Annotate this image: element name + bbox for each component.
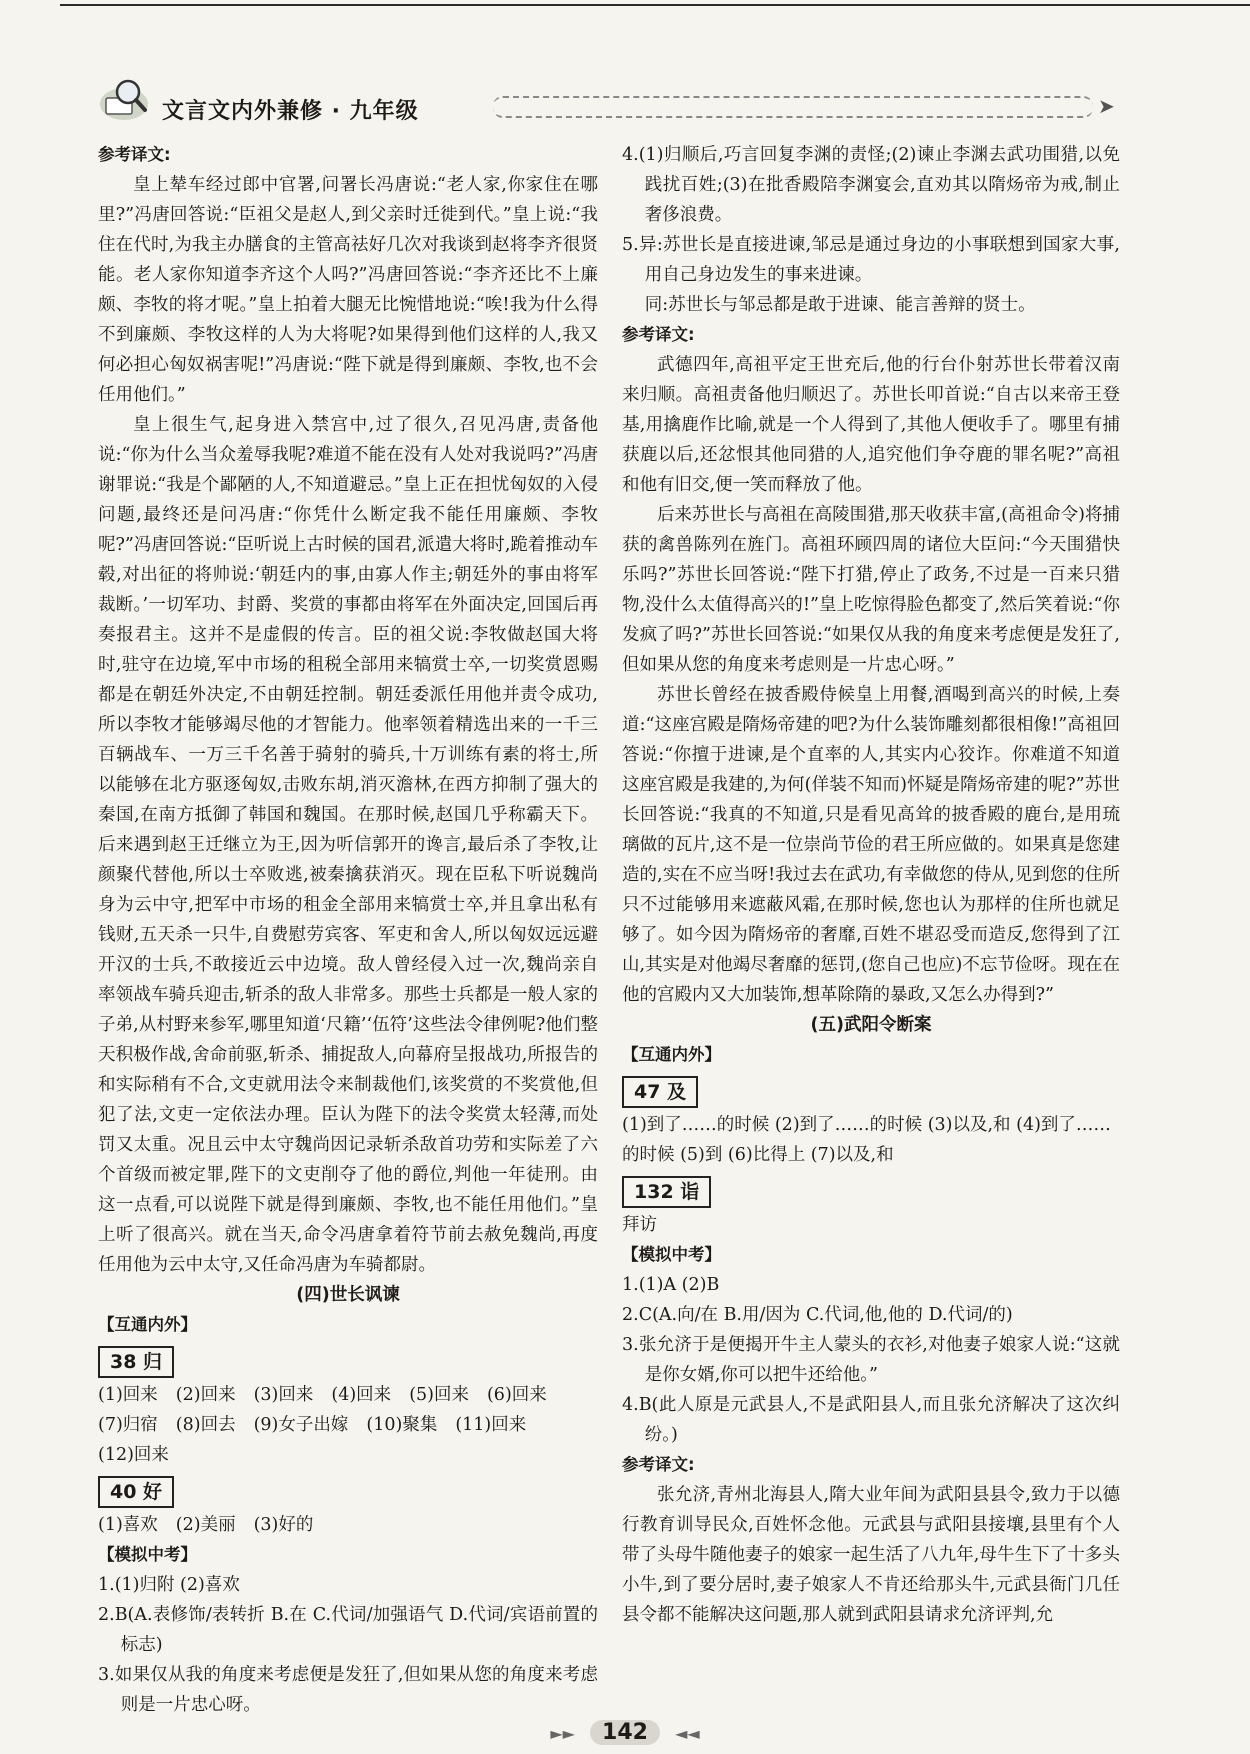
right-column [622, 140, 1120, 1630]
answer-line [98, 1510, 598, 1540]
magnifier-book-icon [98, 76, 150, 122]
section-title: (五)武阳令断案 [810, 1015, 932, 1035]
hutong-label: 【互通内外】 [622, 1045, 721, 1064]
keyword-box: 47 及 [622, 1076, 698, 1108]
answer-item: (3)回来 [253, 1385, 314, 1405]
answer-item: 1.(1)A (2)B [622, 1275, 720, 1295]
answer-line: 拜访 [622, 1215, 657, 1235]
header-dashed-banner [493, 96, 1093, 118]
answer-item: 3.张允济于是便揭开牛主人蒙头的衣衫,对他妻子娘家人说:“这就是你女婿,你可以把牛还给他。” [622, 1335, 1120, 1385]
answer-item: (3)好的 [253, 1515, 314, 1535]
translation-paragraph: 后来苏世长与高祖在高陵围猎,那天收获丰富,(高祖命令)将捕获的禽兽陈列在旌门。高祖环顾四周的诸位大臣问:“今天围猎快乐吗?”苏世长回答说:“陛下打猎,停止了政务,不过是一百来只猎物,没什么太值得高兴的!”皇上吃惊得脸色都变了,然后笑着说:“你发疯了吗?”苏世长回答说:“如果仅从我的角度来考虑便是发狂了,但如果从您的角度来考虑则是一片忠心呀。” [622, 505, 1120, 675]
answer-line: (1)到了……的时候 (2)到了……的时候 (3)以及,和 (4)到了……的时候 (5)到 (6)比得上 (7)以及,和 [622, 1115, 1111, 1165]
moni-label: 【模拟中考】 [622, 1245, 721, 1264]
answer-line [98, 1380, 598, 1410]
reference-translation-label: 参考译文: [622, 1455, 695, 1474]
moni-label: 【模拟中考】 [98, 1545, 197, 1564]
translation-paragraph: 张允济,青州北海县人,隋大业年间为武阳县县令,致力于以德行教育训导民众,百姓怀念他。元武县与武阳县接壤,县里有个人带了头母牛随他妻子的娘家一起生活了八九年,母牛生下了十多头小牛,到了要分居时,妻子娘家人不肯还给那头牛,元武县衙门几任县令都不能解决这问题,那人就到武阳县请求允济评判,允 [622, 1485, 1120, 1625]
translation-paragraph: 皇上很生气,起身进入禁宫中,过了很久,召见冯唐,责备他说:“你为什么当众羞辱我呢?难道不能在没有人处对我说吗?”冯唐谢罪说:“我是个鄙陋的人,不知道避忌。”皇上正在担忧匈奴的入侵问题,最终还是问冯唐:“你凭什么断定我不能任用廉颇、李牧呢?”冯唐回答说:“臣听说上古时候的国君,派遣大将时,跪着推动车毂,对出征的将帅说:‘朝廷内的事,由寡人作主;朝廷外的事由将军裁断。’一切军功、封爵、奖赏的事都由将军在外面决定,回国后再奏报君主。这并不是虚假的传言。臣的祖父说:李牧做赵国大将时,驻守在边境,军中市场的租税全部用来犒赏士卒,一切奖赏恩赐都是在朝廷外决定,不由朝廷控制。朝廷委派任用他并责令成功,所以李牧才能够竭尽他的才智能力。他率领着精选出来的一千三百辆战车、一万三千名善于骑射的骑兵,十万训练有素的将士,所以能够在北方驱逐匈奴,击败东胡,消灭澹林,在西方抑制了强大的秦国,在南方抵御了韩国和魏国。在那时候,赵国几乎称霸天下。后来遇到赵王迁继立为王,因为听信郭开的谗言,最后杀了李牧,让颜聚代替他,所以士卒败逃,被秦擒获消灭。现在臣私下听说魏尚身为云中守,把军中市场的租金全部用来犒赏士卒,并且拿出私有钱财,五天杀一只牛,自费慰劳宾客、军吏和舍人,所以匈奴远远避开汉的士兵,不敢接近云中边境。敌人曾经侵入过一次,魏尚亲自率领战车骑兵迎击,斩杀的敌人非常多。那些士兵都是一般人家的子弟,从村野来参军,哪里知道‘尺籍’‘伍符’这些法令律例呢?他们整天积极作战,舍命前驱,斩杀、捕捉敌人,向幕府呈报战功,所报告的和实际稍有不合,文吏就用法令来制裁他们,该奖赏的不奖赏他,但犯了法,文吏一定依法办理。臣认为陛下的法令奖赏太轻薄,而处罚又太重。况且云中太守魏尚因记录斩杀敌首功劳和实际差了六个首级而被定罪,陛下的文吏削夺了他的爵位,判他一年徒刑。由这一点看,可以说陛下就是得到廉颇、李牧,也不能任用他们。”皇上听了很高兴。就在当天,命令冯唐拿着符节前去赦免魏尚,再度任用他为云中太守,又任命冯唐为车骑都尉。 [98, 415, 598, 1275]
answer-item: (5)回来 [409, 1385, 469, 1405]
answer-item: (7)归宿 [98, 1415, 158, 1435]
answer-line: (12)回来 [98, 1445, 169, 1465]
answer-item: (11)回来 [455, 1415, 527, 1435]
answer-item: 1.(1)归附 (2)喜欢 [98, 1575, 240, 1595]
answer-item: 3.如果仅从我的角度来考虑便是发狂了,但如果从您的角度来考虑则是一片忠心呀。 [98, 1665, 598, 1715]
answer-item: (4)回来 [331, 1385, 392, 1405]
answer-item: 4.(1)归顺后,巧言回复李渊的责怪;(2)谏止李渊去武功围猎,以免践扰百姓;(3)在批香殿陪李渊宴会,直劝其以隋炀帝为戒,制止奢侈浪费。 [622, 145, 1120, 225]
left-column [98, 140, 598, 1720]
arrow-right-icon: ➤ [1098, 94, 1115, 118]
book-title: 文言文内外兼修 · 九年级 [162, 99, 419, 124]
keyword-box: 40 好 [98, 1476, 174, 1508]
answer-item: (8)回去 [175, 1415, 236, 1435]
answer-line [98, 1410, 598, 1440]
keyword-box: 132 诣 [622, 1176, 711, 1208]
translation-paragraph: 武德四年,高祖平定王世充后,他的行台仆射苏世长带着汉南来归顺。高祖责备他归顺迟了。苏世长叩首说:“自古以来帝王登基,用擒鹿作比喻,就是一个人得到了,其他人便收手了。哪里有捕获鹿以后,还忿恨其他同猎的人,追究他们争夺鹿的罪名呢?”高祖和他有旧交,便一笑而释放了他。 [622, 355, 1120, 495]
hutong-label: 【互通内外】 [98, 1315, 197, 1334]
reference-translation-label: 参考译文: [622, 325, 695, 344]
reference-translation-label: 参考译文: [98, 145, 171, 164]
answer-item: (9)女子出嫁 [253, 1415, 349, 1435]
answer-item: (1)喜欢 [98, 1515, 158, 1535]
double-arrow-left-icon: ◄◄ [675, 1724, 700, 1743]
answer-item: 2.B(A.表修饰/表转折 B.在 C.代词/加强语气 D.代词/宾语前置的标志) [98, 1605, 598, 1655]
section-title: (四)世长讽谏 [296, 1285, 400, 1305]
translation-paragraph: 苏世长曾经在披香殿侍候皇上用餐,酒喝到高兴的时候,上奏道:“这座宫殿是隋炀帝建的吧?为什么装饰雕刻都很相像!”高祖回答说:“你擅于进谏,是个直率的人,其实内心狡诈。你难道不知道这座宫殿是我建的,为何(佯装不知而)怀疑是隋炀帝建的呢?”苏世长回答说:“我真的不知道,只是看见高耸的披香殿的鹿台,是用琉璃做的瓦片,这不是一位崇尚节俭的君王所应做的。如果真是您建造的,实在不应当呀!我过去在武功,有幸做您的侍从,见到您的住所只不过能够用来遮蔽风霜,在那时候,您也认为那样的住所也就足够了。如今因为隋炀帝的奢靡,百姓不堪忍受而造反,您得到了江山,其实是对他竭尽奢靡的惩罚,(您自己也应)不忘节俭呀。现在在他的宫殿内又大加装饰,想革除隋的暴政,又怎么办得到?” [622, 685, 1120, 1005]
double-arrow-right-icon: ►► [550, 1724, 575, 1743]
answer-item: (2)美丽 [175, 1515, 236, 1535]
answer-item: (10)聚集 [366, 1415, 438, 1435]
page-number: 142 [590, 1720, 660, 1745]
answer-item: 4.B(此人原是元武县人,不是武阳县人,而且张允济解决了这次纠纷。) [622, 1395, 1120, 1445]
answer-item: 2.C(A.向/在 B.用/因为 C.代词,他,他的 D.代词/的) [622, 1305, 1013, 1325]
page-header [98, 76, 1138, 126]
top-border-line [60, 4, 1250, 6]
translation-paragraph: 皇上辇车经过郎中官署,问署长冯唐说:“老人家,你家住在哪里?”冯唐回答说:“臣祖父是赵人,到父亲时迁徙到代。”皇上说:“我住在代时,为我主办膳食的主管高祛好几次对我谈到赵将李齐很贤能。老人家你知道李齐这个人吗?”冯唐回答说:“李齐还比不上廉颇、李牧的将才呢。”皇上拍着大腿无比惋惜地说:“唉!我为什么得不到廉颇、李牧这样的人为大将呢?如果得到他们这样的人,我又何必担心匈奴祸害呢!”冯唐说:“陛下就是得到廉颇、李牧,也不会任用他们。” [98, 175, 598, 405]
answer-item: (6)回来 [486, 1385, 547, 1405]
answer-item: 5.异:苏世长是直接进谏,邹忌是通过身边的小事联想到国家大事,用自己身边发生的事来进谏。 [622, 235, 1120, 285]
page-footer [0, 1720, 1250, 1745]
answer-item: 同:苏世长与邹忌都是敢于进谏、能言善辩的贤士。 [644, 295, 1036, 315]
answer-item: (2)回来 [175, 1385, 236, 1405]
answer-item: (1)回来 [98, 1385, 158, 1405]
keyword-box: 38 归 [98, 1346, 174, 1378]
